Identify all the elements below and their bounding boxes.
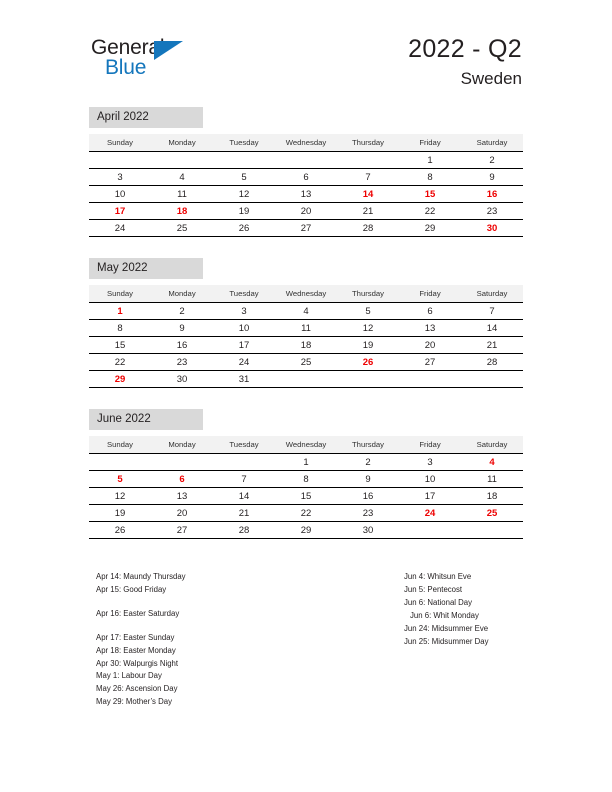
calendar-day-empty — [275, 371, 337, 388]
calendar-day[interactable]: 15 — [89, 337, 151, 354]
calendar-day[interactable]: 18 — [461, 488, 523, 505]
calendar-day[interactable]: 2 — [337, 454, 399, 471]
weekday-header-row — [89, 285, 523, 303]
weekday-header-sunday: Sunday — [89, 285, 151, 303]
calendar-week-row — [89, 152, 523, 169]
calendar-day[interactable]: 12 — [89, 488, 151, 505]
calendar-day-holiday[interactable]: 16 — [461, 186, 523, 203]
calendar-day[interactable]: 10 — [89, 186, 151, 203]
calendar-day-empty — [89, 454, 151, 471]
calendar-day[interactable]: 16 — [151, 337, 213, 354]
weekday-header-sunday: Sunday — [89, 436, 151, 454]
calendar-day[interactable]: 9 — [461, 169, 523, 186]
holiday-legend-item: Apr 14: Maundy Thursday — [96, 572, 186, 581]
calendar-day[interactable]: 25 — [275, 354, 337, 371]
calendar-day[interactable]: 2 — [461, 152, 523, 169]
calendar-day-holiday[interactable]: 26 — [337, 354, 399, 371]
calendar-day-holiday[interactable]: 6 — [151, 471, 213, 488]
holiday-legend-item: Jun 6: Whit Monday — [410, 610, 479, 620]
calendar-week-row — [89, 203, 523, 220]
month-title: May 2022 — [89, 258, 203, 279]
calendar-day[interactable]: 24 — [213, 354, 275, 371]
calendar-day[interactable]: 3 — [89, 169, 151, 186]
calendar-day[interactable]: 15 — [275, 488, 337, 505]
calendar-day-empty — [151, 454, 213, 471]
weekday-header-friday: Friday — [399, 436, 461, 454]
calendar-day[interactable]: 12 — [213, 186, 275, 203]
calendar-week-row — [89, 337, 523, 354]
calendar-week-row — [89, 371, 523, 388]
calendar-day-empty — [213, 152, 275, 169]
calendar-day-holiday[interactable]: 25 — [461, 505, 523, 522]
weekday-header-saturday: Saturday — [461, 436, 523, 454]
weekday-header-thursday: Thursday — [337, 134, 399, 152]
weekday-header-wednesday: Wednesday — [275, 436, 337, 454]
calendar-day[interactable]: 18 — [275, 337, 337, 354]
calendar-day[interactable]: 8 — [275, 471, 337, 488]
weekday-header-friday: Friday — [399, 134, 461, 152]
calendar-day[interactable]: 14 — [213, 488, 275, 505]
holiday-legend-item: Jun 6: National Day — [404, 597, 473, 607]
holiday-legend-item: Jun 4: Whitsun Eve — [404, 572, 472, 581]
calendar-day[interactable]: 7 — [461, 303, 523, 320]
calendar-day[interactable]: 24 — [89, 220, 151, 237]
calendar-day[interactable]: 21 — [213, 505, 275, 522]
calendar-day[interactable]: 6 — [399, 303, 461, 320]
calendar-day[interactable]: 30 — [151, 371, 213, 388]
calendar-day-empty — [337, 152, 399, 169]
weekday-header-tuesday: Tuesday — [213, 285, 275, 303]
calendar-day[interactable]: 28 — [337, 220, 399, 237]
calendar-day[interactable]: 12 — [337, 320, 399, 337]
page-subtitle-country: Sweden — [460, 69, 522, 88]
calendar-day[interactable]: 29 — [275, 522, 337, 539]
calendar-day[interactable]: 3 — [213, 303, 275, 320]
page-title: 2022 - Q2 — [408, 35, 522, 63]
month-title: April 2022 — [89, 107, 203, 128]
calendar-day[interactable]: 19 — [337, 337, 399, 354]
calendar-day[interactable]: 9 — [337, 471, 399, 488]
calendar-day[interactable]: 21 — [461, 337, 523, 354]
month-block-june — [89, 409, 523, 539]
calendar-day[interactable]: 21 — [337, 203, 399, 220]
calendar-table — [89, 436, 523, 539]
calendar-day[interactable]: 22 — [399, 203, 461, 220]
calendar-day[interactable]: 17 — [213, 337, 275, 354]
calendar-day-holiday[interactable]: 5 — [89, 471, 151, 488]
calendar-day-holiday[interactable]: 1 — [89, 303, 151, 320]
weekday-header-saturday: Saturday — [461, 285, 523, 303]
calendar-table — [89, 134, 523, 237]
calendar-day-empty — [461, 522, 523, 539]
weekday-header-monday: Monday — [151, 285, 213, 303]
calendar-week-row — [89, 354, 523, 371]
calendar-day[interactable]: 29 — [399, 220, 461, 237]
page-header — [0, 0, 612, 100]
calendar-day[interactable]: 13 — [151, 488, 213, 505]
calendar-day-empty — [213, 454, 275, 471]
calendar-day-empty — [151, 152, 213, 169]
calendar-day[interactable]: 9 — [151, 320, 213, 337]
calendar-day[interactable]: 20 — [275, 203, 337, 220]
calendar-week-row — [89, 220, 523, 237]
calendar-day[interactable]: 5 — [337, 303, 399, 320]
calendar-day[interactable]: 11 — [275, 320, 337, 337]
calendar-day-empty — [399, 522, 461, 539]
calendar-day[interactable]: 30 — [337, 522, 399, 539]
holiday-legend-item: May 1: Labour Day — [96, 671, 162, 681]
month-block-april — [89, 107, 523, 237]
calendar-day[interactable]: 14 — [461, 320, 523, 337]
calendar-day[interactable]: 25 — [151, 220, 213, 237]
holiday-legend-left-column — [96, 571, 186, 709]
calendar-day[interactable]: 6 — [275, 169, 337, 186]
calendar-day-holiday[interactable]: 24 — [399, 505, 461, 522]
holiday-legend-item: Jun 24: Midsummer Eve — [404, 623, 489, 633]
calendar-week-row — [89, 471, 523, 488]
calendar-day-empty — [89, 152, 151, 169]
holiday-legend-item: Apr 15: Good Friday — [96, 584, 167, 594]
calendar-week-row — [89, 488, 523, 505]
calendar-day[interactable]: 8 — [89, 320, 151, 337]
weekday-header-friday: Friday — [399, 285, 461, 303]
weekday-header-wednesday: Wednesday — [275, 134, 337, 152]
calendar-day[interactable]: 2 — [151, 303, 213, 320]
calendar-day-holiday[interactable]: 17 — [89, 203, 151, 220]
holiday-legend-item: May 29: Mother’s Day — [96, 697, 172, 707]
calendar-day[interactable]: 23 — [151, 354, 213, 371]
calendar-day[interactable]: 27 — [275, 220, 337, 237]
calendar-day-empty — [337, 371, 399, 388]
calendar-day[interactable]: 19 — [89, 505, 151, 522]
calendar-day[interactable]: 4 — [275, 303, 337, 320]
calendar-day[interactable]: 23 — [337, 505, 399, 522]
weekday-header-monday: Monday — [151, 134, 213, 152]
calendar-week-row — [89, 505, 523, 522]
calendar-week-row — [89, 186, 523, 203]
calendar-day-empty — [399, 371, 461, 388]
calendar-day[interactable]: 11 — [151, 186, 213, 203]
weekday-header-thursday: Thursday — [337, 436, 399, 454]
calendar-day[interactable]: 1 — [399, 152, 461, 169]
calendar-day-holiday[interactable]: 14 — [337, 186, 399, 203]
calendar-week-row — [89, 454, 523, 471]
calendar-day[interactable]: 1 — [275, 454, 337, 471]
calendar-day-holiday[interactable]: 30 — [461, 220, 523, 237]
calendar-day[interactable]: 3 — [399, 454, 461, 471]
calendar-day[interactable]: 20 — [399, 337, 461, 354]
calendar-day[interactable]: 23 — [461, 203, 523, 220]
brand-logo[interactable] — [91, 36, 271, 82]
weekday-header-tuesday: Tuesday — [213, 436, 275, 454]
page-title-block — [408, 34, 522, 91]
holiday-legend — [0, 562, 612, 712]
calendar-day[interactable]: 5 — [213, 169, 275, 186]
weekday-header-wednesday: Wednesday — [275, 285, 337, 303]
calendar-day[interactable]: 31 — [213, 371, 275, 388]
weekday-header-sunday: Sunday — [89, 134, 151, 152]
brand-name-blue: Blue — [105, 56, 147, 79]
weekday-header-row — [89, 134, 523, 152]
calendar-day[interactable]: 10 — [213, 320, 275, 337]
calendar-table — [89, 285, 523, 388]
holiday-legend-item: Apr 17: Easter Sunday — [96, 632, 175, 642]
calendar-day[interactable]: 7 — [213, 471, 275, 488]
calendar-day-holiday[interactable]: 15 — [399, 186, 461, 203]
calendar-day[interactable]: 26 — [89, 522, 151, 539]
weekday-header-tuesday: Tuesday — [213, 134, 275, 152]
holiday-legend-right-column — [404, 571, 489, 648]
calendar-day[interactable]: 7 — [337, 169, 399, 186]
calendar-week-row — [89, 303, 523, 320]
month-title: June 2022 — [89, 409, 203, 430]
calendar-day[interactable]: 11 — [461, 471, 523, 488]
calendar-day[interactable]: 22 — [275, 505, 337, 522]
holiday-legend-item: May 26: Ascension Day — [96, 684, 178, 694]
calendar-week-row — [89, 169, 523, 186]
calendar-day[interactable]: 16 — [337, 488, 399, 505]
calendar-day-holiday[interactable]: 29 — [89, 371, 151, 388]
month-block-may — [89, 258, 523, 388]
holiday-legend-item: Apr 16: Easter Saturday — [96, 608, 180, 618]
calendar-day[interactable]: 19 — [213, 203, 275, 220]
calendar-day-empty — [461, 371, 523, 388]
holiday-legend-item: Jun 25: Midsummer Day — [404, 636, 489, 646]
calendar-day[interactable]: 8 — [399, 169, 461, 186]
holiday-legend-item: Jun 5: Pentecost — [404, 584, 463, 594]
holiday-legend-item: Apr 30: Walpurgis Night — [96, 658, 179, 668]
calendar-day[interactable]: 26 — [213, 220, 275, 237]
calendar-week-row — [89, 522, 523, 539]
calendar-day[interactable]: 13 — [399, 320, 461, 337]
calendar-day[interactable]: 28 — [461, 354, 523, 371]
calendar-day-holiday[interactable]: 18 — [151, 203, 213, 220]
calendar-day[interactable]: 27 — [151, 522, 213, 539]
calendar-day[interactable]: 27 — [399, 354, 461, 371]
brand-name-general: General — [91, 36, 165, 59]
calendar-day[interactable]: 28 — [213, 522, 275, 539]
calendar-day[interactable]: 17 — [399, 488, 461, 505]
weekday-header-thursday: Thursday — [337, 285, 399, 303]
calendar-day[interactable]: 13 — [275, 186, 337, 203]
calendar-week-row — [89, 320, 523, 337]
holiday-legend-item: Apr 18: Easter Monday — [96, 645, 176, 655]
calendar-day-empty — [275, 152, 337, 169]
weekday-header-monday: Monday — [151, 436, 213, 454]
weekday-header-saturday: Saturday — [461, 134, 523, 152]
calendar-day-holiday[interactable]: 4 — [461, 454, 523, 471]
calendar-day[interactable]: 22 — [89, 354, 151, 371]
calendar-day[interactable]: 20 — [151, 505, 213, 522]
weekday-header-row — [89, 436, 523, 454]
blue-triangle-icon — [154, 41, 183, 60]
calendar-day[interactable]: 4 — [151, 169, 213, 186]
calendar-day[interactable]: 10 — [399, 471, 461, 488]
